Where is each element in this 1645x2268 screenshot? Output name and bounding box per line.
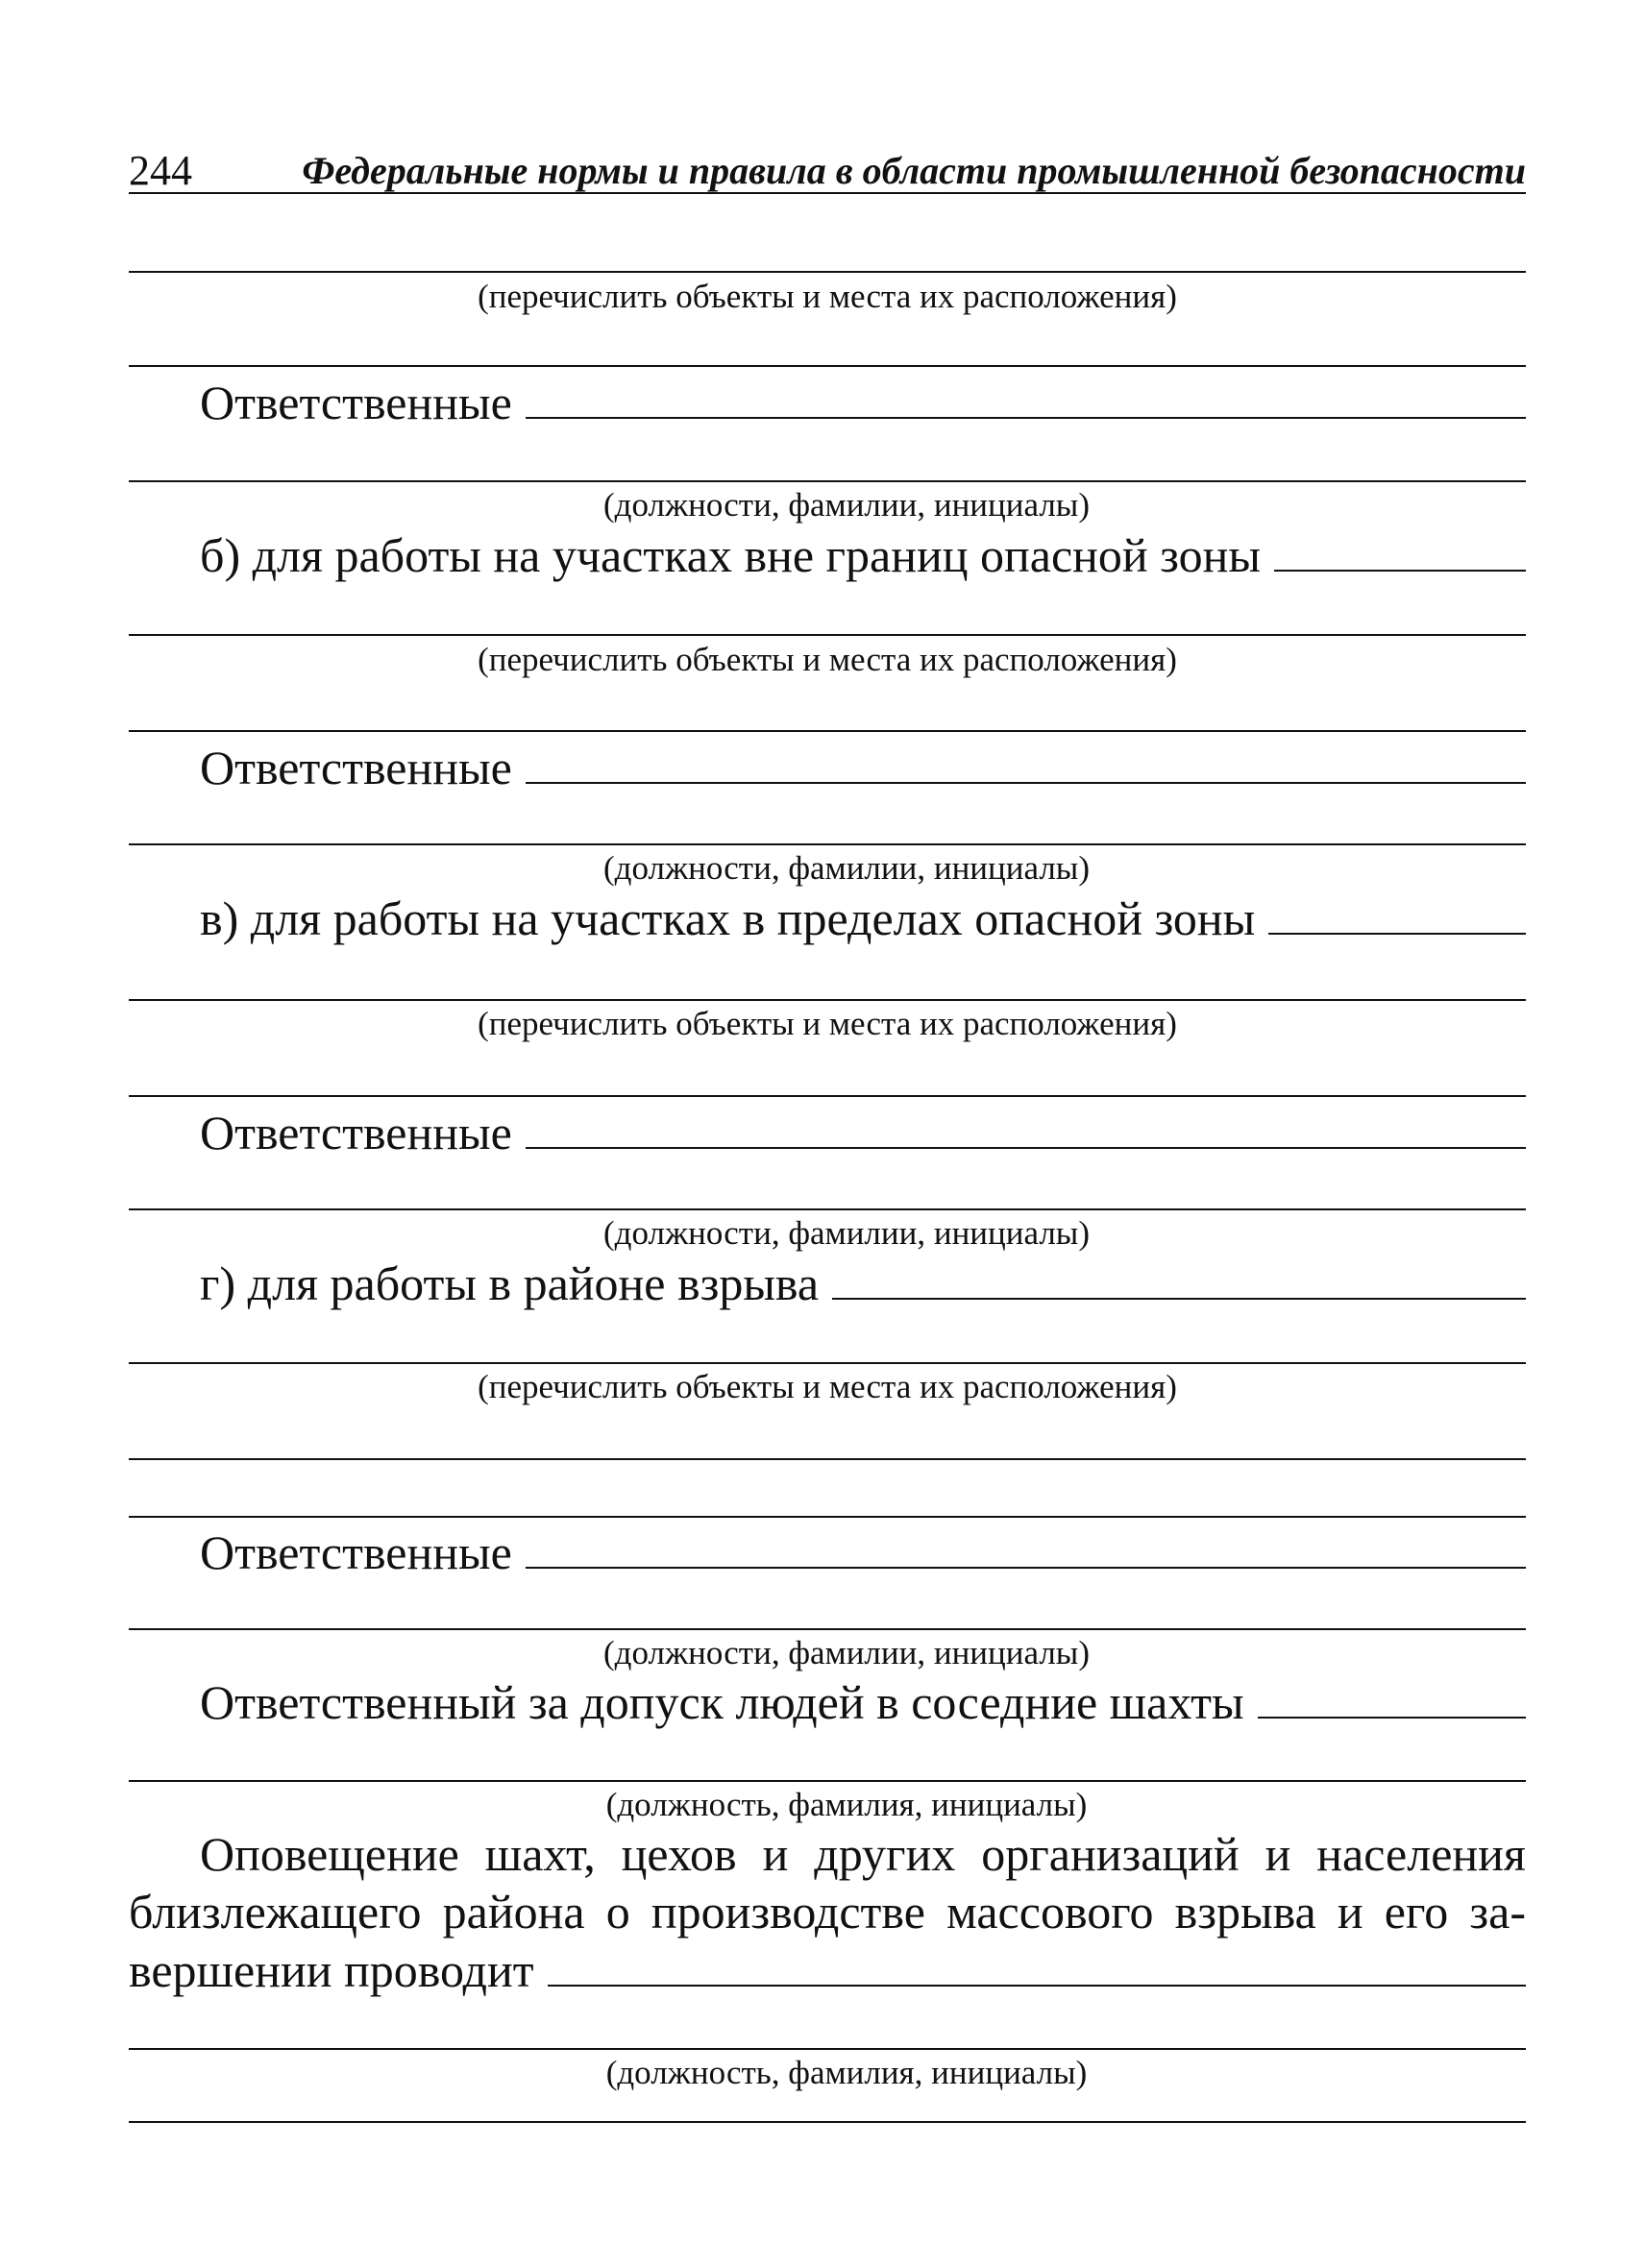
blank-field[interactable]	[1268, 933, 1526, 935]
caption-objects: (перечислить объекты и места их расположения)	[478, 278, 1177, 315]
word: массового	[946, 1885, 1154, 1939]
header-rule	[129, 192, 1526, 194]
blank-line[interactable]	[129, 365, 1526, 367]
blank-line[interactable]	[129, 1628, 1526, 1630]
blank-line[interactable]	[129, 843, 1526, 845]
notification-line-1	[200, 1825, 1526, 1883]
caption-objects: (перечислить объекты и места их расположения)	[478, 1005, 1177, 1042]
blank-field[interactable]	[548, 1985, 1526, 1987]
admission-line	[200, 1672, 1526, 1732]
blank-field[interactable]	[832, 1298, 1526, 1300]
word: и	[1337, 1885, 1363, 1939]
blank-line[interactable]	[129, 2121, 1526, 2123]
responsible-line	[200, 1523, 1526, 1582]
page-number: 244	[129, 147, 192, 194]
caption-persons: (должности, фамилии, инициалы)	[603, 1214, 1090, 1252]
word: его	[1384, 1885, 1449, 1939]
blank-field[interactable]	[526, 417, 1526, 419]
section-b-line	[200, 525, 1526, 585]
notification-line-3	[129, 1940, 1526, 2000]
caption-objects: (перечислить объекты и места их расположения)	[478, 641, 1177, 678]
word: организаций	[981, 1827, 1240, 1881]
responsible-label: Ответственные	[200, 1525, 512, 1579]
responsible-label: Ответственные	[200, 1106, 512, 1159]
responsible-line	[200, 373, 1526, 432]
caption-persons: (должности, фамилии, инициалы)	[603, 486, 1090, 524]
blank-line[interactable]	[129, 1458, 1526, 1460]
caption-person: (должность, фамилия, инициалы)	[605, 2054, 1088, 2091]
caption-person: (должность, фамилия, инициалы)	[605, 1786, 1088, 1823]
section-g-line	[200, 1254, 1526, 1313]
responsible-label: Ответственные	[200, 376, 512, 429]
blank-line[interactable]	[129, 2048, 1526, 2050]
word: населения	[1316, 1827, 1526, 1881]
blank-line[interactable]	[129, 480, 1526, 482]
caption-persons: (должности, фамилии, инициалы)	[603, 849, 1090, 887]
word: шахт,	[484, 1827, 596, 1881]
blank-line[interactable]	[129, 730, 1526, 732]
section-v-text: в) для работы на участках в пределах опасной зоны	[200, 891, 1256, 945]
admission-text: Ответственный за допуск людей в соседние шахты	[200, 1675, 1244, 1729]
caption-objects: (перечислить объекты и места их расположения)	[478, 1368, 1177, 1405]
blank-line[interactable]	[129, 1780, 1526, 1782]
word: взрыва	[1174, 1885, 1316, 1939]
responsible-line	[200, 738, 1526, 797]
responsible-label: Ответственные	[200, 741, 512, 794]
word: Оповещение	[200, 1827, 459, 1881]
word: района	[442, 1885, 585, 1939]
section-v-line	[200, 889, 1526, 948]
word: за-	[1469, 1885, 1526, 1939]
blank-line[interactable]	[129, 1362, 1526, 1364]
section-b-text: б) для работы на участках вне границ опасной зоны	[200, 528, 1261, 582]
notification-line-3-text: вершении проводит	[129, 1943, 534, 1997]
blank-field[interactable]	[526, 1147, 1526, 1149]
blank-line[interactable]	[129, 1095, 1526, 1097]
word: производстве	[651, 1885, 925, 1939]
word: о	[605, 1885, 630, 1939]
caption-persons: (должности, фамилии, инициалы)	[603, 1634, 1090, 1671]
blank-line[interactable]	[129, 1516, 1526, 1518]
blank-line[interactable]	[129, 634, 1526, 636]
blank-field[interactable]	[526, 1567, 1526, 1569]
blank-line[interactable]	[129, 271, 1526, 273]
blank-line[interactable]	[129, 999, 1526, 1001]
word: близлежащего	[129, 1885, 422, 1939]
blank-line[interactable]	[129, 1208, 1526, 1210]
responsible-line	[200, 1103, 1526, 1162]
blank-field[interactable]	[526, 782, 1526, 784]
notification-line-2	[129, 1883, 1526, 1940]
word: и	[1264, 1827, 1291, 1881]
word: цехов	[621, 1827, 737, 1881]
running-title: Федеральные нормы и правила в области промышленной безопасности	[302, 149, 1526, 192]
word: других	[814, 1827, 956, 1881]
blank-field[interactable]	[1274, 570, 1526, 572]
word: и	[762, 1827, 789, 1881]
blank-field[interactable]	[1258, 1717, 1526, 1719]
section-g-text: г) для работы в районе взрыва	[200, 1256, 820, 1310]
